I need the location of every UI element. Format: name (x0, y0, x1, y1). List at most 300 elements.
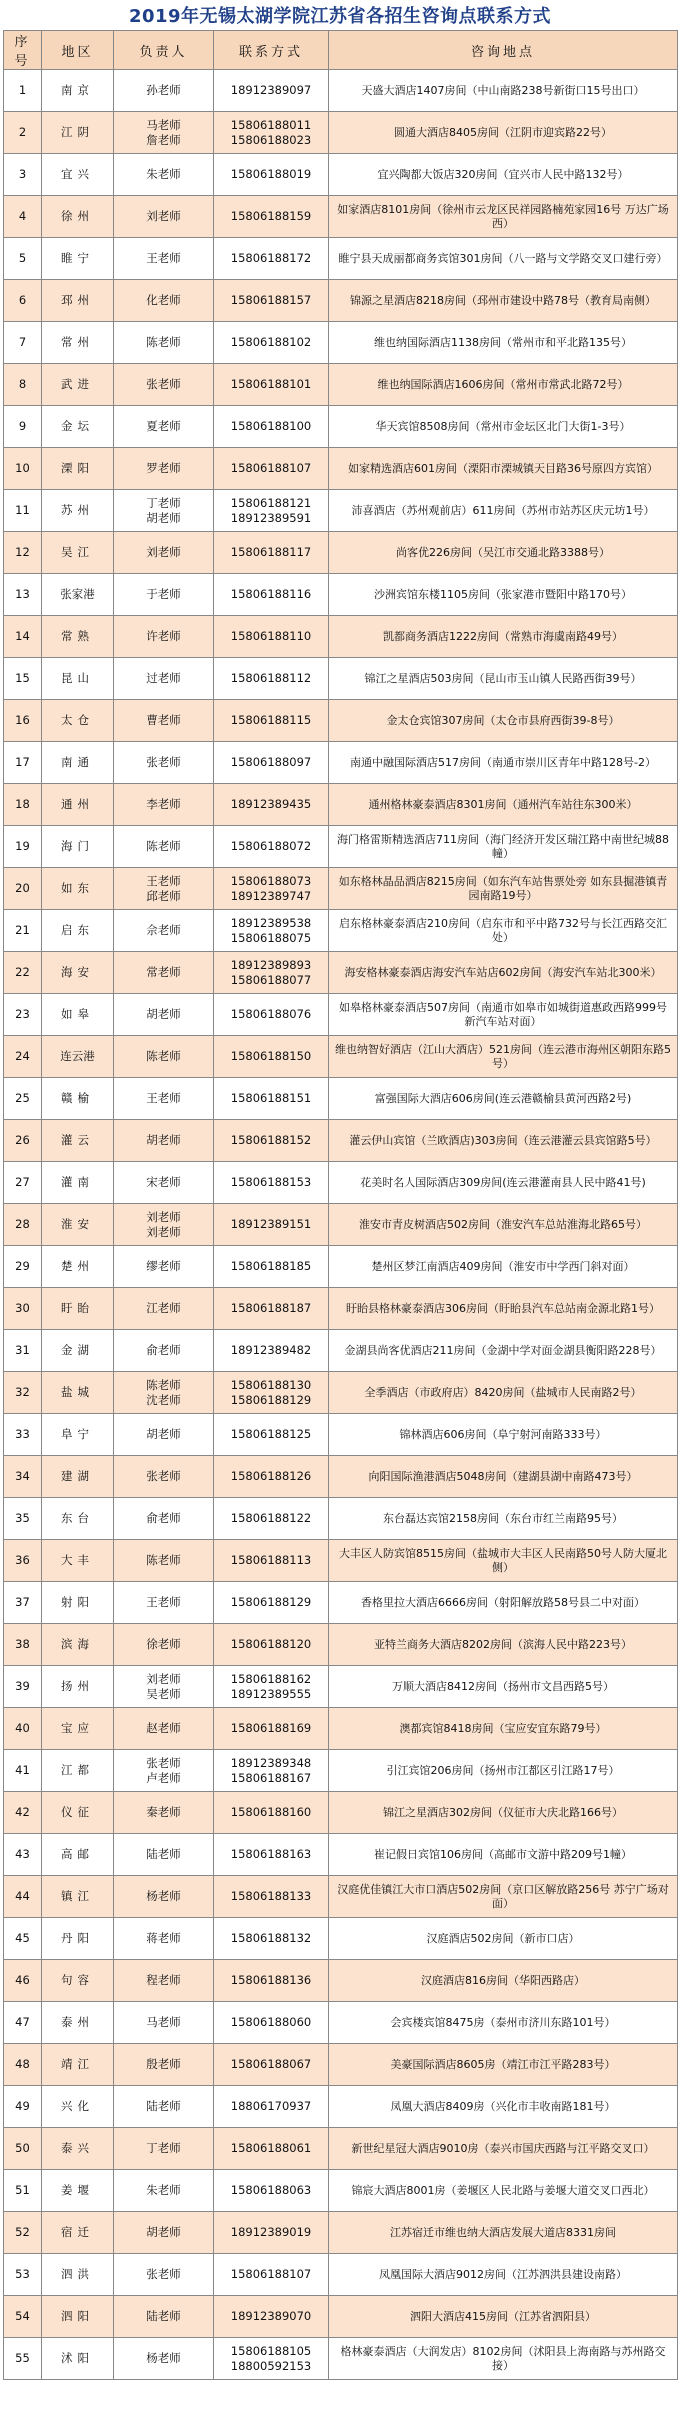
contact-person: 胡老师 (146, 2225, 181, 2239)
table-body (4, 70, 678, 2380)
region-cell: 海门 (42, 826, 114, 868)
contact-person-cell (114, 994, 214, 1036)
region-cell: 盐城 (42, 1372, 114, 1414)
region-cell: 金湖 (42, 1330, 114, 1372)
region-cell: 睢宁 (42, 238, 114, 280)
row-number: 28 (4, 1204, 42, 1246)
contact-person: 刘老师 (146, 1209, 181, 1224)
location-cell: 睢宁县天成丽都商务宾馆301房间（八一路与文学路交叉口建行旁） (329, 238, 678, 280)
row-number: 2 (4, 112, 42, 154)
region-cell: 苏州 (42, 490, 114, 532)
region-cell: 滨海 (42, 1624, 114, 1666)
contact-person-cell (114, 1876, 214, 1918)
location-cell: 香格里拉大酒店6666房间（射阳解放路58号县二中对面） (329, 1582, 678, 1624)
table-row (4, 910, 678, 952)
contact-person-cell (114, 238, 214, 280)
phone-cell (214, 2296, 329, 2338)
table-row (4, 1330, 678, 1372)
contact-person: 俞老师 (146, 1511, 181, 1525)
table-row (4, 2086, 678, 2128)
contact-person-cell (114, 2212, 214, 2254)
location-cell: 尚客优226房间（吴江市交通北路3388号） (329, 532, 678, 574)
contact-person-cell (114, 2170, 214, 2212)
location-cell: 如东格林晶品酒店8215房间（如东汽车站售票处旁 如东县掘港镇青园南路19号） (329, 868, 678, 910)
header-location: 咨询地点 (329, 31, 678, 70)
contact-person-cell (114, 364, 214, 406)
row-number: 11 (4, 490, 42, 532)
contact-person-cell (114, 1960, 214, 2002)
contact-person: 朱老师 (146, 167, 181, 181)
phone-cell (214, 406, 329, 448)
phone-number: 15806188060 (230, 2015, 312, 2029)
table-row (4, 2170, 678, 2212)
row-number: 39 (4, 1666, 42, 1708)
region-cell: 连云港 (42, 1036, 114, 1078)
phone-number: 15806188125 (230, 1427, 312, 1441)
contact-person: 缪老师 (146, 1259, 181, 1273)
contact-person-cell (114, 1456, 214, 1498)
phone-number: 15806188120 (230, 1637, 312, 1651)
contact-person: 罗老师 (146, 461, 181, 475)
phone-number: 15806188132 (230, 1931, 312, 1945)
table-row (4, 406, 678, 448)
region-cell: 沭阳 (42, 2338, 114, 2380)
location-cell: 美豪国际酒店8605房（靖江市江平路283号） (329, 2044, 678, 2086)
table-row (4, 1246, 678, 1288)
row-number: 42 (4, 1792, 42, 1834)
header-region: 地区 (42, 31, 114, 70)
region-cell: 泰州 (42, 2002, 114, 2044)
contact-person: 张老师 (146, 1469, 181, 1483)
row-number: 9 (4, 406, 42, 448)
row-number: 51 (4, 2170, 42, 2212)
row-number: 4 (4, 196, 42, 238)
location-cell: 海安格林豪泰酒店海安汽车站店602房间（海安汽车站北300米） (329, 952, 678, 994)
table-row (4, 1456, 678, 1498)
phone-cell (214, 532, 329, 574)
location-cell: 新世纪星冠大酒店9010房（泰兴市国庆西路与江平路交叉口） (329, 2128, 678, 2170)
table-row (4, 868, 678, 910)
phone-number: 15806188152 (230, 1133, 312, 1147)
phone-number: 18806170937 (230, 2099, 312, 2113)
row-number: 38 (4, 1624, 42, 1666)
phone-number: 18912389482 (230, 1343, 312, 1357)
location-cell: 海门格雷斯精选酒店711房间（海门经济开发区瑞江路中南世纪城88幢） (329, 826, 678, 868)
contact-person-cell (114, 1288, 214, 1330)
table-row (4, 2044, 678, 2086)
location-cell: 万顺大酒店8412房间（扬州市文昌西路5号） (329, 1666, 678, 1708)
row-number: 22 (4, 952, 42, 994)
contact-table (3, 30, 678, 2380)
table-row (4, 490, 678, 532)
contact-person: 张老师 (146, 377, 181, 391)
row-number: 7 (4, 322, 42, 364)
table-row (4, 952, 678, 994)
location-cell: 富强国际大酒店606房间(连云港赣榆县黄河西路2号) (329, 1078, 678, 1120)
location-cell: 如家精选酒店601房间（溧阳市溧城镇天目路36号原四方宾馆） (329, 448, 678, 490)
region-cell: 射阳 (42, 1582, 114, 1624)
contact-person-cell (114, 1498, 214, 1540)
phone-number: 15806188115 (230, 713, 312, 727)
table-row (4, 154, 678, 196)
table-row (4, 1414, 678, 1456)
row-number: 41 (4, 1750, 42, 1792)
row-number: 47 (4, 2002, 42, 2044)
contact-person: 佘老师 (146, 923, 181, 937)
contact-person-cell (114, 1750, 214, 1792)
header-person: 负责人 (114, 31, 214, 70)
location-cell: 江苏宿迁市维也纳大酒店发展大道店8331房间 (329, 2212, 678, 2254)
location-cell: 凤凰大酒店8409房（兴化市丰收南路181号） (329, 2086, 678, 2128)
phone-number: 18912389097 (230, 83, 312, 97)
contact-person: 孙老师 (146, 83, 181, 97)
contact-person: 曹老师 (146, 713, 181, 727)
contact-person: 程老师 (146, 1973, 181, 1987)
contact-person: 俞老师 (146, 1343, 181, 1357)
contact-person: 陈老师 (146, 335, 181, 349)
phone-cell (214, 1078, 329, 1120)
row-number: 27 (4, 1162, 42, 1204)
contact-person-cell (114, 2338, 214, 2380)
row-number: 45 (4, 1918, 42, 1960)
contact-person: 胡老师 (146, 1427, 181, 1441)
contact-person-cell (114, 1036, 214, 1078)
phone-number: 15806188112 (230, 671, 312, 685)
phone-number: 15806188157 (230, 293, 312, 307)
region-cell: 高邮 (42, 1834, 114, 1876)
phone-number: 15806188107 (230, 461, 312, 475)
location-cell: 宜兴陶都大饭店320房间（宜兴市人民中路132号） (329, 154, 678, 196)
phone-cell (214, 574, 329, 616)
contact-person-cell (114, 2002, 214, 2044)
phone-number: 15806188185 (230, 1259, 312, 1273)
contact-person: 张老师 (146, 2267, 181, 2281)
table-row (4, 784, 678, 826)
table-row (4, 112, 678, 154)
phone-cell (214, 490, 329, 532)
contact-person: 陈老师 (146, 1049, 181, 1063)
row-number: 23 (4, 994, 42, 1036)
table-row (4, 1120, 678, 1162)
table-row (4, 826, 678, 868)
table-row (4, 1750, 678, 1792)
table-row (4, 322, 678, 364)
phone-cell (214, 1036, 329, 1078)
contact-person: 王老师 (146, 873, 181, 888)
table-row (4, 364, 678, 406)
phone-cell (214, 2338, 329, 2380)
location-cell: 锦林酒店606房间（阜宁射河南路333号） (329, 1414, 678, 1456)
contact-person: 李老师 (146, 797, 181, 811)
phone-cell (214, 1834, 329, 1876)
row-number: 25 (4, 1078, 42, 1120)
phone-number: 18912389538 (230, 915, 312, 930)
contact-person: 殷老师 (146, 2057, 181, 2071)
contact-person: 陆老师 (146, 2099, 181, 2113)
table-row (4, 1708, 678, 1750)
contact-person: 胡老师 (146, 510, 181, 525)
table-row (4, 1162, 678, 1204)
phone-number: 18800592153 (230, 2358, 312, 2373)
location-cell: 维也纳智好酒店（江山大酒店）521房间（连云港市海州区朝阳东路5号） (329, 1036, 678, 1078)
row-number: 54 (4, 2296, 42, 2338)
region-cell: 楚州 (42, 1246, 114, 1288)
region-cell: 常州 (42, 322, 114, 364)
phone-cell (214, 154, 329, 196)
phone-number: 18912389070 (230, 2309, 312, 2323)
contact-person: 王老师 (146, 1091, 181, 1105)
contact-person: 江老师 (146, 1301, 181, 1315)
phone-cell (214, 868, 329, 910)
location-cell: 南通中融国际酒店517房间（南通市崇川区青年中路128号-2） (329, 742, 678, 784)
contact-person-cell (114, 700, 214, 742)
table-row (4, 238, 678, 280)
table-row (4, 994, 678, 1036)
phone-number: 15806188105 (230, 2343, 312, 2358)
contact-person-cell (114, 2296, 214, 2338)
table-row (4, 700, 678, 742)
phone-cell (214, 1414, 329, 1456)
table-row (4, 2254, 678, 2296)
contact-person-cell (114, 1120, 214, 1162)
contact-person-cell (114, 742, 214, 784)
region-cell: 邳州 (42, 280, 114, 322)
location-cell: 楚州区梦江南酒店409房间（淮安市中学西门斜对面） (329, 1246, 678, 1288)
table-header-row (4, 31, 678, 70)
phone-cell (214, 658, 329, 700)
phone-cell (214, 322, 329, 364)
row-number: 44 (4, 1876, 42, 1918)
region-cell: 海安 (42, 952, 114, 994)
table-row (4, 1498, 678, 1540)
contact-person: 刘老师 (146, 1224, 181, 1239)
phone-number: 15806188097 (230, 755, 312, 769)
region-cell: 武进 (42, 364, 114, 406)
phone-cell (214, 1582, 329, 1624)
row-number: 48 (4, 2044, 42, 2086)
region-cell: 泰兴 (42, 2128, 114, 2170)
location-cell: 如家酒店8101房间（徐州市云龙区民祥园路楠苑家园16号 万达广场西） (329, 196, 678, 238)
contact-person: 蒋老师 (146, 1931, 181, 1945)
table-row (4, 2296, 678, 2338)
phone-number: 15806188011 (230, 117, 312, 132)
row-number: 13 (4, 574, 42, 616)
region-cell: 泗阳 (42, 2296, 114, 2338)
phone-number: 15806188061 (230, 2141, 312, 2155)
phone-cell (214, 1120, 329, 1162)
phone-cell (214, 448, 329, 490)
row-number: 50 (4, 2128, 42, 2170)
contact-person: 过老师 (146, 671, 181, 685)
contact-person: 赵老师 (146, 1721, 181, 1735)
location-cell: 锦源之星酒店8218房间（邳州市建设中路78号（教育局南侧） (329, 280, 678, 322)
phone-number: 15806188067 (230, 2057, 312, 2071)
phone-number: 15806188160 (230, 1805, 312, 1819)
row-number: 34 (4, 1456, 42, 1498)
contact-person: 宋老师 (146, 1175, 181, 1189)
region-cell: 昆山 (42, 658, 114, 700)
contact-person-cell (114, 658, 214, 700)
phone-cell (214, 1960, 329, 2002)
location-cell: 汉庭酒店816房间（华阳西路店） (329, 1960, 678, 2002)
row-number: 24 (4, 1036, 42, 1078)
region-cell: 仪征 (42, 1792, 114, 1834)
region-cell: 泗洪 (42, 2254, 114, 2296)
row-number: 46 (4, 1960, 42, 2002)
table-row (4, 448, 678, 490)
phone-number: 15806188162 (230, 1671, 312, 1686)
row-number: 52 (4, 2212, 42, 2254)
location-cell: 金湖县尚客优酒店211房间（金湖中学对面金湖县衡阳路228号） (329, 1330, 678, 1372)
phone-number: 15806188121 (230, 495, 312, 510)
row-number: 43 (4, 1834, 42, 1876)
region-cell: 溧阳 (42, 448, 114, 490)
phone-number: 15806188063 (230, 2183, 312, 2197)
contact-person-cell (114, 1834, 214, 1876)
phone-number: 15806188110 (230, 629, 312, 643)
location-cell: 华天宾馆8508房间（常州市金坛区北门大街1-3号） (329, 406, 678, 448)
phone-number: 15806188077 (230, 972, 312, 987)
location-cell: 锦江之星酒店503房间（昆山市玉山镇人民路西街39号） (329, 658, 678, 700)
contact-person-cell (114, 196, 214, 238)
table-row (4, 1918, 678, 1960)
region-cell: 阜宁 (42, 1414, 114, 1456)
phone-cell (214, 826, 329, 868)
region-cell: 灌云 (42, 1120, 114, 1162)
contact-person-cell (114, 952, 214, 994)
contact-person: 杨老师 (146, 2351, 181, 2365)
phone-cell (214, 1876, 329, 1918)
contact-person-cell (114, 322, 214, 364)
contact-person: 杨老师 (146, 1889, 181, 1903)
phone-number: 18912389893 (230, 957, 312, 972)
phone-number: 15806188076 (230, 1007, 312, 1021)
contact-person: 王老师 (146, 1595, 181, 1609)
contact-person: 常老师 (146, 965, 181, 979)
row-number: 12 (4, 532, 42, 574)
phone-number: 15806188163 (230, 1847, 312, 1861)
contact-person-cell (114, 2044, 214, 2086)
contact-person-cell (114, 2086, 214, 2128)
row-number: 30 (4, 1288, 42, 1330)
location-cell: 亚特兰商务大酒店8202房间（滨海人民中路223号） (329, 1624, 678, 1666)
table-row (4, 2002, 678, 2044)
contact-person: 刘老师 (146, 545, 181, 559)
phone-cell (214, 2212, 329, 2254)
location-cell: 锦宸大酒店8001房（姜堰区人民北路与姜堰大道交叉口西北） (329, 2170, 678, 2212)
table-row (4, 1288, 678, 1330)
contact-person: 丁老师 (146, 495, 181, 510)
phone-number: 15806188075 (230, 930, 312, 945)
row-number: 26 (4, 1120, 42, 1162)
location-cell: 格林豪泰酒店（大润发店）8102房间（沭阳县上海南路与苏州路交接） (329, 2338, 678, 2380)
table-row (4, 742, 678, 784)
row-number: 32 (4, 1372, 42, 1414)
contact-person: 陆老师 (146, 2309, 181, 2323)
table-row (4, 1834, 678, 1876)
contact-person: 陈老师 (146, 1377, 181, 1392)
region-cell: 建湖 (42, 1456, 114, 1498)
table-row (4, 1204, 678, 1246)
phone-number: 15806188117 (230, 545, 312, 559)
region-cell: 靖江 (42, 2044, 114, 2086)
contact-person: 丁老师 (146, 2141, 181, 2155)
phone-number: 15806188073 (230, 873, 312, 888)
region-cell: 如皋 (42, 994, 114, 1036)
contact-person-cell (114, 406, 214, 448)
phone-number: 15806188150 (230, 1049, 312, 1063)
row-number: 21 (4, 910, 42, 952)
phone-number: 15806188126 (230, 1469, 312, 1483)
phone-number: 15806188151 (230, 1091, 312, 1105)
phone-number: 15806188130 (230, 1377, 312, 1392)
phone-cell (214, 1498, 329, 1540)
contact-person-cell (114, 154, 214, 196)
table-row (4, 574, 678, 616)
phone-number: 15806188187 (230, 1301, 312, 1315)
contact-person: 秦老师 (146, 1805, 181, 1819)
phone-number: 18912389555 (230, 1686, 312, 1701)
phone-number: 15806188116 (230, 587, 312, 601)
region-cell: 宿迁 (42, 2212, 114, 2254)
row-number: 18 (4, 784, 42, 826)
contact-person: 朱老师 (146, 2183, 181, 2197)
phone-cell (214, 1372, 329, 1414)
region-cell: 吴江 (42, 532, 114, 574)
contact-person: 马老师 (146, 117, 181, 132)
row-number: 15 (4, 658, 42, 700)
phone-number: 15806188023 (230, 132, 312, 147)
phone-cell (214, 1624, 329, 1666)
region-cell: 盱眙 (42, 1288, 114, 1330)
location-cell: 澳都宾馆8418房间（宝应安宜东路79号） (329, 1708, 678, 1750)
contact-person-cell (114, 910, 214, 952)
location-cell: 沛喜酒店（苏州观前店）611房间（苏州市站苏区庆元坊1号） (329, 490, 678, 532)
contact-person-cell (114, 1540, 214, 1582)
phone-cell (214, 1750, 329, 1792)
phone-cell (214, 1792, 329, 1834)
location-cell: 圆通大酒店8405房间（江阴市迎宾路22号） (329, 112, 678, 154)
phone-cell (214, 910, 329, 952)
region-cell: 赣榆 (42, 1078, 114, 1120)
contact-person-cell (114, 1078, 214, 1120)
contact-person-cell (114, 1792, 214, 1834)
location-cell: 淮安市青皮树酒店502房间（淮安汽车总站淮海北路65号） (329, 1204, 678, 1246)
phone-number: 18912389591 (230, 510, 312, 525)
location-cell: 全季酒店（市政府店）8420房间（盐城市人民南路2号） (329, 1372, 678, 1414)
location-cell: 会宾楼宾馆8475房（泰州市济川东路101号） (329, 2002, 678, 2044)
region-cell: 常熟 (42, 616, 114, 658)
row-number: 31 (4, 1330, 42, 1372)
contact-person: 胡老师 (146, 1007, 181, 1021)
phone-number: 15806188153 (230, 1175, 312, 1189)
contact-person-cell (114, 1246, 214, 1288)
location-cell: 东台磊达宾馆2158房间（东台市红兰南路95号） (329, 1498, 678, 1540)
row-number: 37 (4, 1582, 42, 1624)
phone-cell (214, 700, 329, 742)
phone-number: 15806188159 (230, 209, 312, 223)
table-row (4, 532, 678, 574)
row-number: 6 (4, 280, 42, 322)
phone-number: 15806188072 (230, 839, 312, 853)
contact-person: 徐老师 (146, 1637, 181, 1651)
phone-cell (214, 2170, 329, 2212)
contact-person-cell (114, 1666, 214, 1708)
table-row (4, 1582, 678, 1624)
row-number: 14 (4, 616, 42, 658)
location-cell: 灌云伊山宾馆（兰欧酒店)303房间（连云港灌云县宾馆路5号） (329, 1120, 678, 1162)
phone-number: 15806188100 (230, 419, 312, 433)
